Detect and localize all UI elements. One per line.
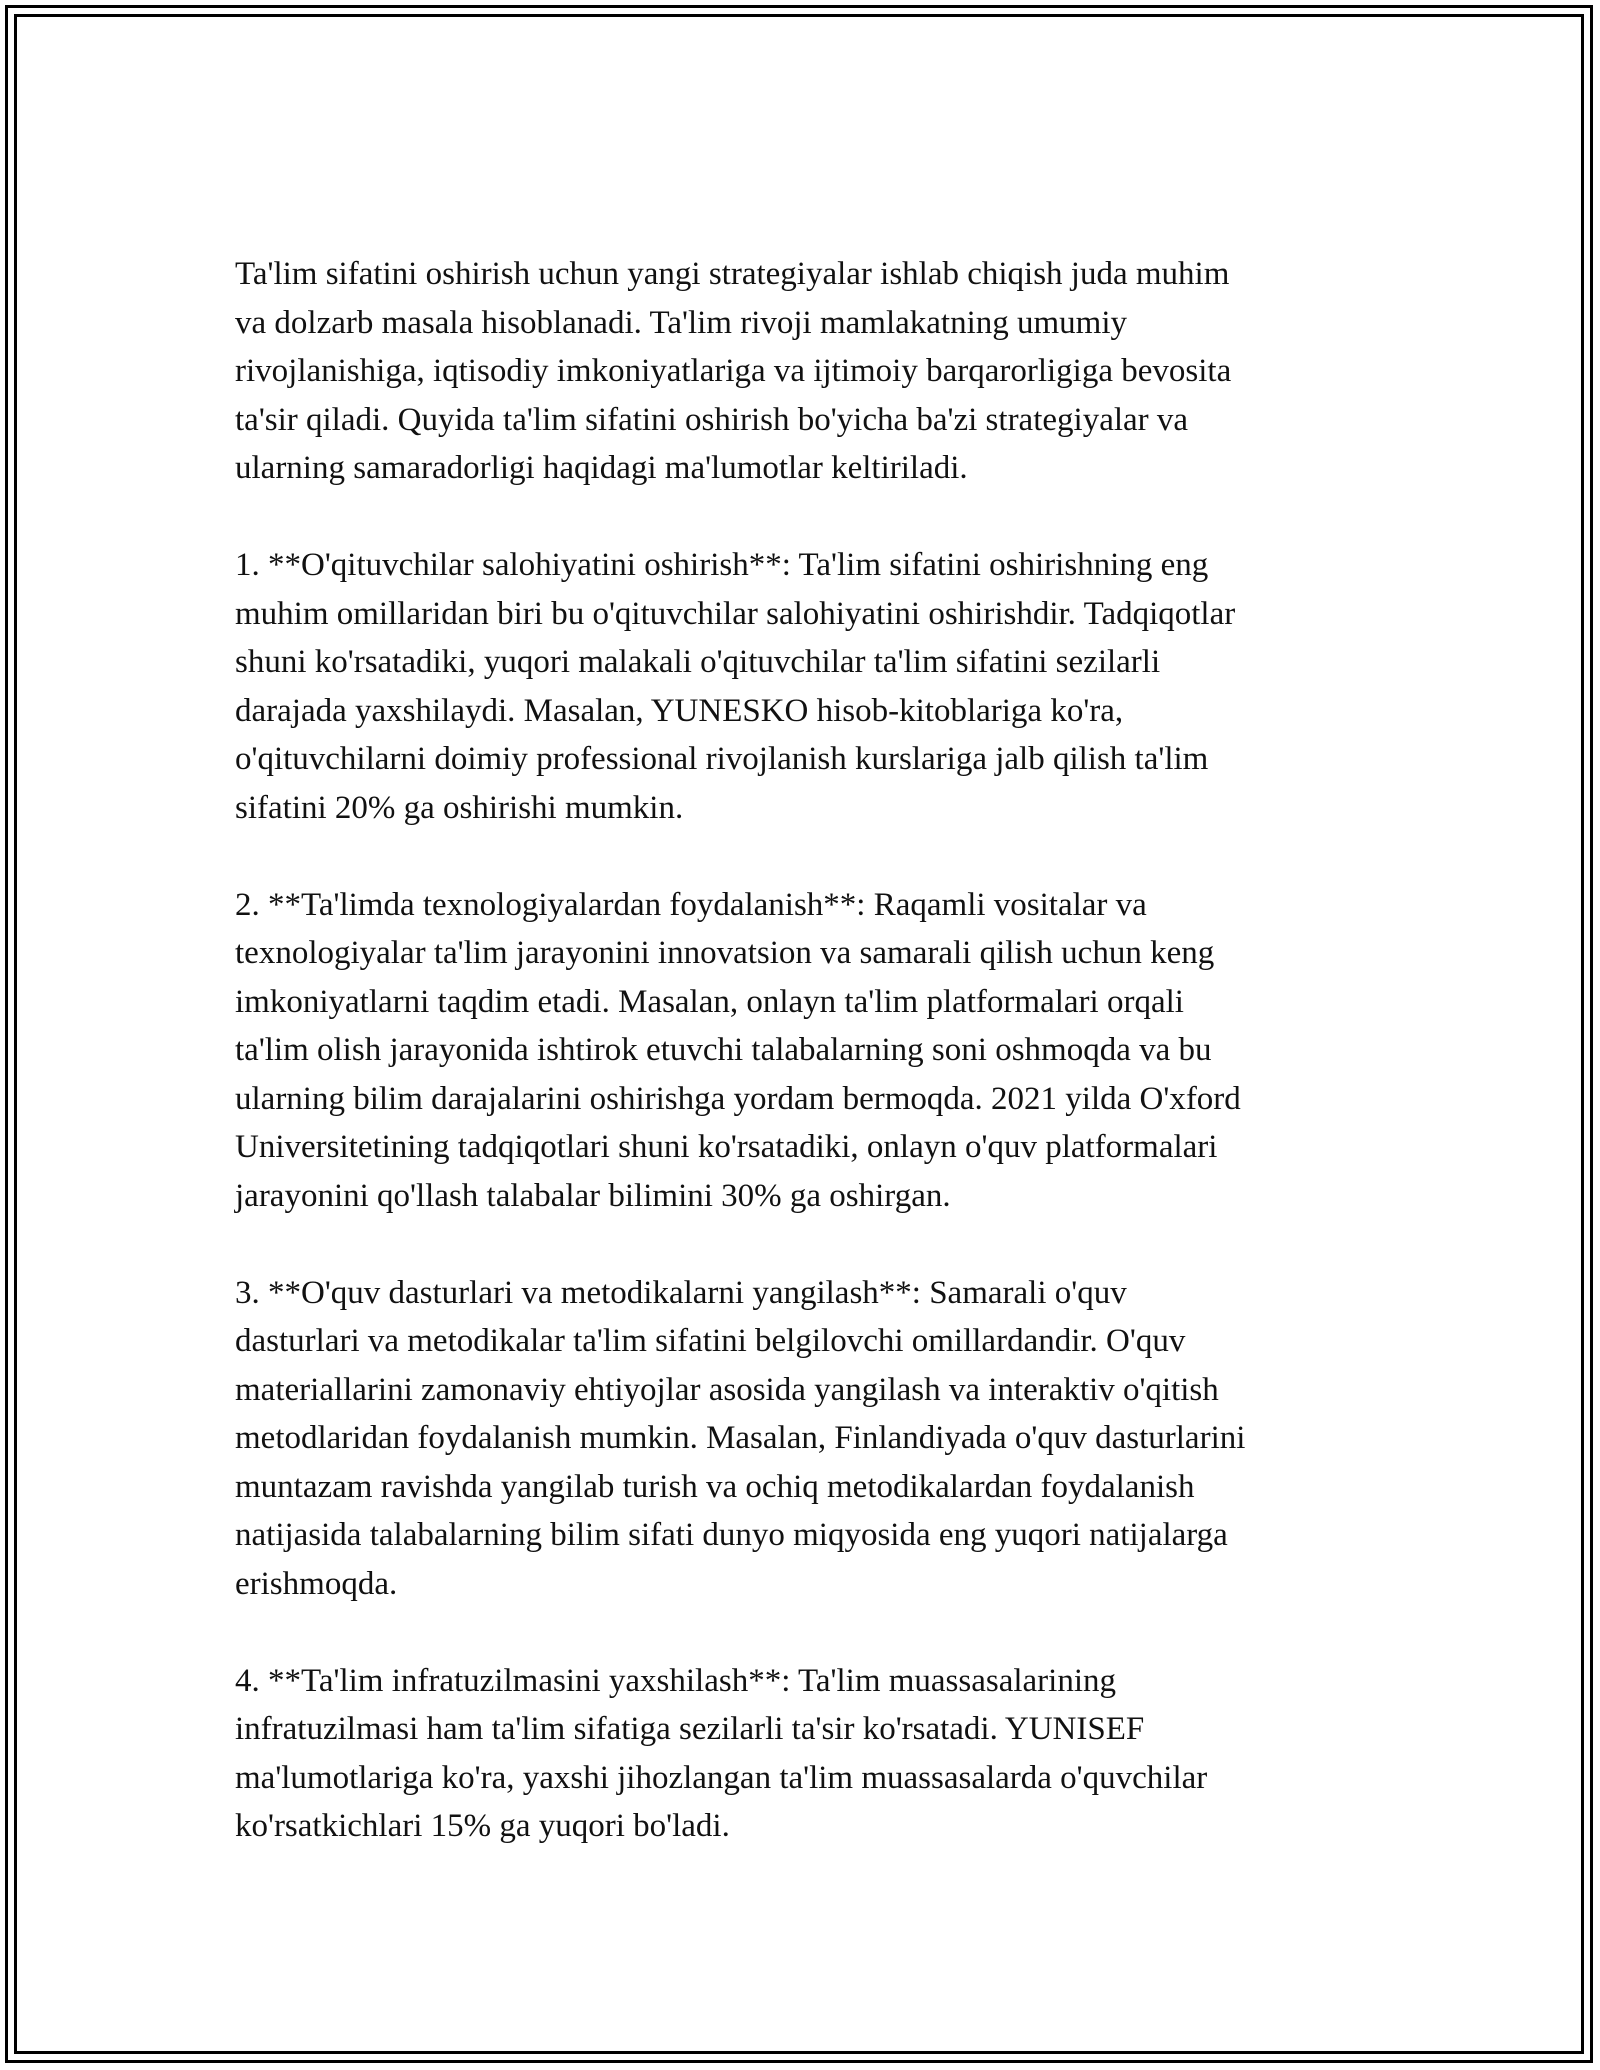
text-line: imkoniyatlarni taqdim etadi. Masalan, onlayn ta'lim platformalari orqali (235, 983, 1184, 1020)
text-line: ularning samaradorligi haqidagi ma'lumotlar keltiriladi. (235, 450, 968, 486)
text-line: materiallarini zamonaviy ehtiyojlar asosida yangilash va interaktiv o'qitish (235, 1371, 1219, 1408)
text-line: dasturlari va metodikalar ta'lim sifatini belgilovchi omillardandir. O'quv (235, 1323, 1186, 1359)
text-line: jarayonini qo'llash talabalar bilimini 30% ga oshirgan. (235, 1177, 951, 1214)
text-line: sifatini 20% ga oshirishi mumkin. (235, 789, 684, 826)
text-line: ma'lumotlariga ko'ra, yaxshi jihozlangan ta'lim muassasalarda o'quvchilar (235, 1759, 1208, 1796)
text-line: ta'sir qiladi. Quyida ta'lim sifatini oshirish bo'yicha ba'zi strategiyalar va (235, 401, 1189, 438)
text-line: o'qituvchilarni doimiy professional rivojlanish kurslariga jalb qilish ta'lim (235, 741, 1209, 777)
document-body (235, 250, 1365, 1851)
text-line: ta'lim olish jarayonida ishtirok etuvchi talabalarning soni oshmoqda va bu (235, 1032, 1212, 1068)
text-line: 3. **O'quv dasturlari va metodikalarni yangilash**: Samarali o'quv (235, 1274, 1127, 1311)
text-line: natijasida talabalarning bilim sifati dunyo miqyosida eng yuqori natijalarga (235, 1517, 1228, 1553)
text-line: erishmoqda. (235, 1565, 398, 1602)
strategy-paragraph-1 (235, 541, 1365, 832)
text-line: ko'rsatkichlari 15% ga yuqori bo'ladi. (235, 1808, 730, 1844)
strategy-paragraph-3 (235, 1269, 1365, 1609)
strategy-paragraph-4 (235, 1657, 1365, 1851)
text-line: metodlaridan foydalanish mumkin. Masalan, Finlandiyada o'quv dasturlarini (235, 1420, 1246, 1456)
text-line: va dolzarb masala hisoblanadi. Ta'lim rivoji mamlakatning umumiy (235, 304, 1127, 341)
text-line: 4. **Ta'lim infratuzilmasini yaxshilash**: Ta'lim muassasalarining (235, 1662, 1117, 1699)
text-line: muhim omillaridan biri bu o'qituvchilar salohiyatini oshirishdir. Tadqiqotlar (235, 595, 1236, 632)
text-line: Universitetining tadqiqotlari shuni ko'rsatadiki, onlayn o'quv platformalari (235, 1129, 1218, 1165)
intro-paragraph (235, 250, 1365, 493)
text-line: texnologiyalar ta'lim jarayonini innovatsion va samarali qilish uchun keng (235, 935, 1215, 971)
text-line: shuni ko'rsatadiki, yuqori malakali o'qituvchilar ta'lim sifatini sezilarli (235, 644, 1161, 680)
text-line: Ta'lim sifatini oshirish uchun yangi strategiyalar ishlab chiqish juda muhim (235, 256, 1230, 292)
text-line: 1. **O'qituvchilar salohiyatini oshirish**: Ta'lim sifatini oshirishning eng (235, 547, 1209, 583)
strategy-paragraph-2 (235, 881, 1365, 1221)
text-line: rivojlanishiga, iqtisodiy imkoniyatlariga va ijtimoiy barqarorligiga bevosita (235, 353, 1232, 389)
text-line: 2. **Ta'limda texnologiyalardan foydalanish**: Raqamli vositalar va (235, 886, 1147, 923)
text-line: darajada yaxshilaydi. Masalan, YUNESKO hisob-kitoblariga ko'ra, (235, 692, 1124, 729)
text-line: ularning bilim darajalarini oshirishga yordam bermoqda. 2021 yilda O'xford (235, 1080, 1241, 1117)
text-line: muntazam ravishda yangilab turish va ochiq metodikalardan foydalanish (235, 1468, 1195, 1505)
text-line: infratuzilmasi ham ta'lim sifatiga sezilarli ta'sir ko'rsatadi. YUNISEF (235, 1711, 1145, 1747)
